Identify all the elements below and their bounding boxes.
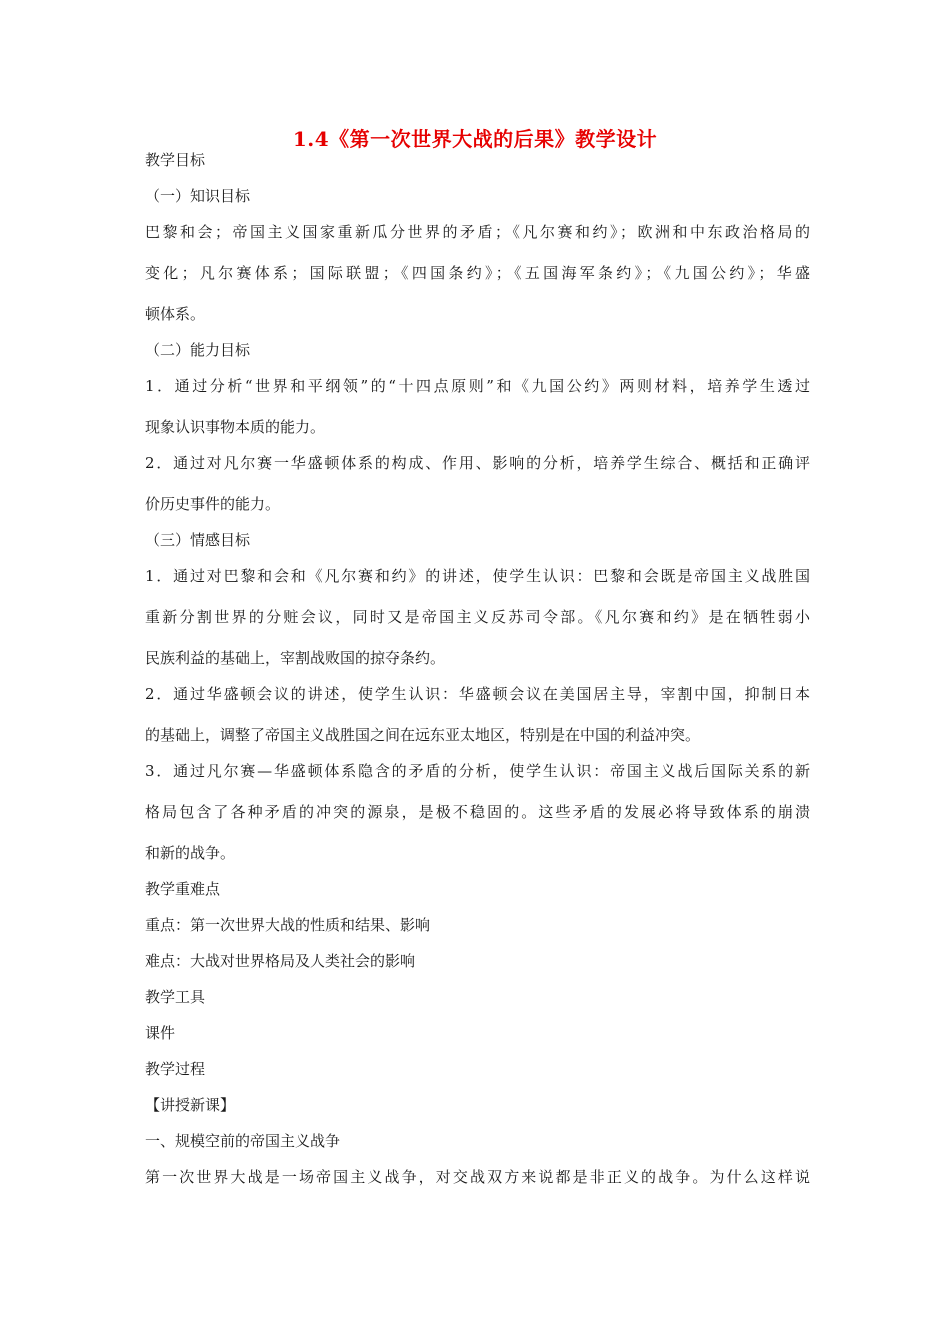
paragraph-line: 1．通过对巴黎和会和《凡尔赛和约》的讲述，使学生认识：巴黎和会既是帝国主义战胜国 — [145, 567, 810, 585]
section-heading-1: 一、规模空前的帝国主义战争 — [145, 1132, 341, 1150]
paragraph-line: 格局包含了各种矛盾的冲突的源泉，是极不稳固的。这些矛盾的发展必将导致体系的崩溃 — [145, 803, 810, 821]
paragraph-line: 顿体系。 — [145, 305, 206, 323]
subheading-emotion-goals: （三）情感目标 — [145, 531, 251, 549]
heading-teaching-process: 教学过程 — [145, 1060, 206, 1078]
paragraph-line: 2．通过对凡尔赛一华盛顿体系的构成、作用、影响的分析，培养学生综合、概括和正确评 — [145, 454, 810, 472]
paragraph-line: 2．通过华盛顿会议的讲述，使学生认识：华盛顿会议在美国居主导，宰割中国，抑制日本 — [145, 685, 810, 703]
paragraph-line: 第一次世界大战是一场帝国主义战争，对交战双方来说都是非正义的战争。为什么这样说 — [145, 1168, 810, 1186]
tools-line: 课件 — [145, 1024, 176, 1042]
paragraph-line: 价历史事件的能力。 — [145, 495, 281, 513]
paragraph-line: 的基础上，调整了帝国主义战胜国之间在远东亚太地区，特别是在中国的利益冲突。 — [145, 726, 701, 744]
paragraph-line: 变化；凡尔赛体系；国际联盟；《四国条约》；《五国海军条约》；《九国公约》；华盛 — [145, 264, 810, 282]
document-title: 1.4《第一次世界大战的后果》教学设计 — [292, 127, 658, 151]
heading-teaching-goals: 教学目标 — [145, 151, 206, 169]
paragraph-line: 1．通过分析“世界和平纲领”的“十四点原则”和《九国公约》两则材料，培养学生透过 — [145, 377, 810, 395]
key-point-line: 重点：第一次世界大战的性质和结果、影响 — [145, 916, 431, 934]
paragraph-line: 巴黎和会；帝国主义国家重新瓜分世界的矛盾；《凡尔赛和约》；欧洲和中东政治格局的 — [145, 223, 810, 241]
difficulty-line: 难点：大战对世界格局及人类社会的影响 — [145, 952, 416, 970]
document-body — [145, 150, 810, 1187]
section-label-new-lesson: 【讲授新课】 — [145, 1096, 236, 1114]
heading-key-points: 教学重难点 — [145, 880, 221, 898]
subheading-ability-goals: （二）能力目标 — [145, 341, 251, 359]
paragraph-line: 重新分割世界的分赃会议，同时又是帝国主义反苏司令部。《凡尔赛和约》是在牺牲弱小 — [145, 608, 810, 626]
paragraph-line: 民族利益的基础上，宰割战败国的掠夺条约。 — [145, 649, 446, 667]
paragraph-line: 和新的战争。 — [145, 844, 236, 862]
paragraph-line: 3．通过凡尔赛—华盛顿体系隐含的矛盾的分析，使学生认识：帝国主义战后国际关系的新 — [145, 762, 810, 780]
paragraph-line: 现象认识事物本质的能力。 — [145, 418, 326, 436]
subheading-knowledge-goals: （一）知识目标 — [145, 187, 251, 205]
heading-teaching-tools: 教学工具 — [145, 988, 206, 1006]
